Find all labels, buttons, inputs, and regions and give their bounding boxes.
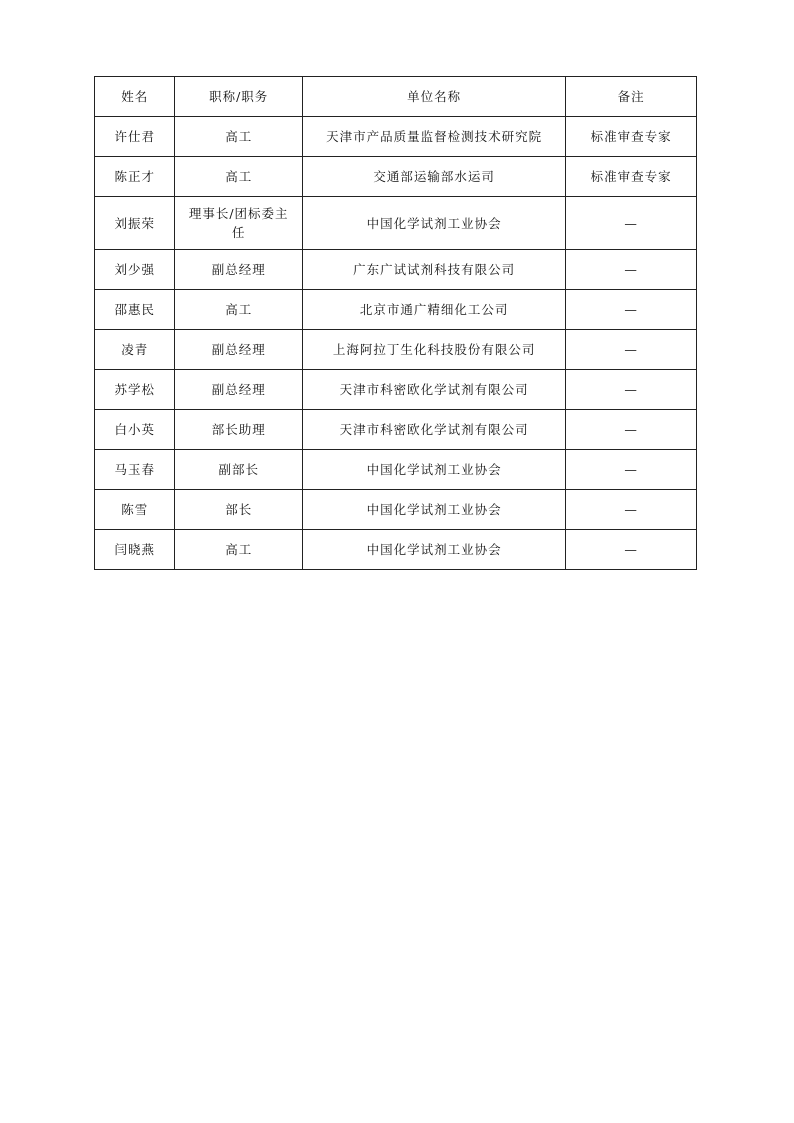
table-row (95, 410, 697, 450)
cell-name: 邵惠民 (95, 290, 175, 330)
cell-name: 许仕君 (95, 117, 175, 157)
table-row (95, 530, 697, 570)
cell-name: 白小英 (95, 410, 175, 450)
cell-title: 副部长 (175, 450, 303, 490)
cell-org: 中国化学试剂工业协会 (303, 490, 566, 530)
cell-note: — (566, 250, 697, 290)
header-org: 单位名称 (303, 77, 566, 117)
cell-note: — (566, 290, 697, 330)
table-row (95, 330, 697, 370)
table-row (95, 197, 697, 250)
cell-note: — (566, 490, 697, 530)
cell-name: 陈雪 (95, 490, 175, 530)
cell-title: 部长助理 (175, 410, 303, 450)
table-row (95, 290, 697, 330)
cell-name: 刘振荣 (95, 197, 175, 250)
cell-org: 交通部运输部水运司 (303, 157, 566, 197)
header-title: 职称/职务 (175, 77, 303, 117)
cell-name: 凌青 (95, 330, 175, 370)
cell-note: — (566, 197, 697, 250)
cell-title: 高工 (175, 157, 303, 197)
cell-org: 天津市产品质量监督检测技术研究院 (303, 117, 566, 157)
table-header-row (95, 77, 697, 117)
cell-title: 理事长/团标委主任 (175, 197, 303, 250)
cell-note: 标准审查专家 (566, 157, 697, 197)
cell-title: 副总经理 (175, 250, 303, 290)
cell-note: — (566, 530, 697, 570)
cell-name: 苏学松 (95, 370, 175, 410)
cell-org: 广东广试试剂科技有限公司 (303, 250, 566, 290)
cell-title: 高工 (175, 530, 303, 570)
cell-org: 上海阿拉丁生化科技股份有限公司 (303, 330, 566, 370)
cell-note: — (566, 410, 697, 450)
cell-title: 高工 (175, 290, 303, 330)
cell-name: 马玉春 (95, 450, 175, 490)
cell-note: — (566, 370, 697, 410)
cell-org: 中国化学试剂工业协会 (303, 450, 566, 490)
cell-name: 闫晓燕 (95, 530, 175, 570)
cell-org: 中国化学试剂工业协会 (303, 530, 566, 570)
cell-org: 天津市科密欧化学试剂有限公司 (303, 370, 566, 410)
cell-name: 刘少强 (95, 250, 175, 290)
table-row (95, 450, 697, 490)
cell-title: 高工 (175, 117, 303, 157)
cell-org: 天津市科密欧化学试剂有限公司 (303, 410, 566, 450)
table-row (95, 370, 697, 410)
cell-name: 陈正才 (95, 157, 175, 197)
cell-note: — (566, 450, 697, 490)
table-row (95, 250, 697, 290)
header-name: 姓名 (95, 77, 175, 117)
cell-org: 中国化学试剂工业协会 (303, 197, 566, 250)
cell-note: — (566, 330, 697, 370)
cell-title: 副总经理 (175, 370, 303, 410)
cell-note: 标准审查专家 (566, 117, 697, 157)
cell-title: 副总经理 (175, 330, 303, 370)
member-table (94, 76, 697, 570)
cell-title: 部长 (175, 490, 303, 530)
table-row (95, 157, 697, 197)
cell-org: 北京市通广精细化工公司 (303, 290, 566, 330)
header-note: 备注 (566, 77, 697, 117)
table-row (95, 117, 697, 157)
table-row (95, 490, 697, 530)
